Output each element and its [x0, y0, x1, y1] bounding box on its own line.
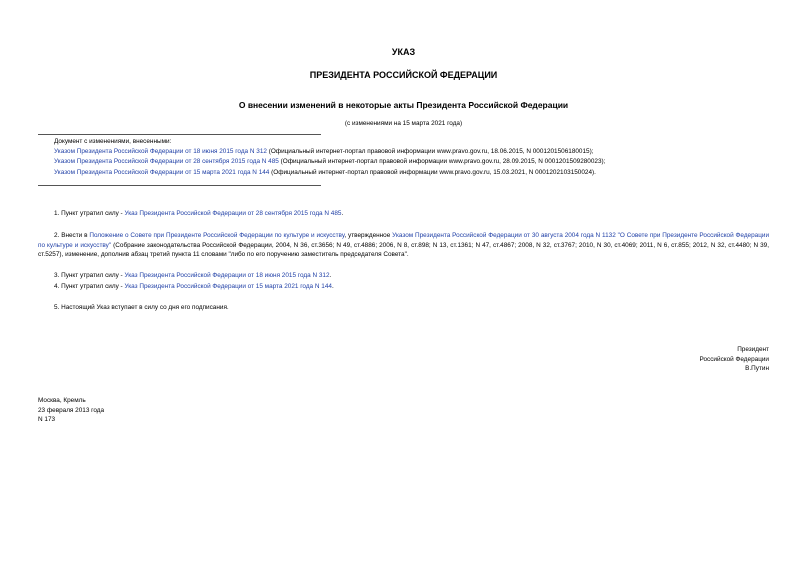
amended-note: (с изменениями на 15 марта 2021 года): [344, 120, 463, 127]
paragraph-1-link[interactable]: Указ Президента Российской Федерации от 28 сентября 2015 года N 485: [124, 210, 342, 217]
paragraph-4-end: .: [331, 283, 334, 290]
paragraph-1-end: .: [341, 210, 344, 217]
change-tail-3: (Официальный интернет-портал правовой информации www.pravo.gov.ru, 15.03.2021, N 0001202103150024).: [269, 169, 596, 176]
change-link-1[interactable]: Указом Президента Российской Федерации от 18 июня 2015 года N 312: [54, 148, 267, 155]
change-link-3[interactable]: Указом Президента Российской Федерации от 15 марта 2021 года N 144: [54, 169, 270, 176]
bottom-divider: [38, 185, 321, 186]
paragraph-2-link-decree[interactable]: Указом Президента Российской Федерации от 30 августа 2004 года N 1132 "О Совете при Президенте Российской Федерации по культуре и искусству": [38, 232, 770, 249]
top-divider: [38, 134, 321, 135]
paragraph-2-text-c: (Собрание законодательства Российской Федерации, 2004, N 36, ст.3656; N 49, ст.4886; 2006, N 8, ст.898; N 13, ст.1361; N 47, ст.4867; 2008, N 32, ст.3767; 2010, N 30, ст.4069; 2011, N 6, ст.855; 2012, N 32, ст.4480; N 39, ст.5257), изменение, дополнив абзац третий пункта 11 словами "либо по его поручению заместитель председателя Совета".: [38, 241, 769, 259]
document-subject: О внесении изменений в некоторые акты Президента Российской Федерации: [238, 100, 569, 110]
paragraph-2-text-b: , утвержденное: [344, 232, 393, 239]
paragraph-2: [38, 231, 769, 260]
paragraph-1-text: 1. Пункт утратил силу -: [54, 210, 125, 217]
document-issuer: ПРЕЗИДЕНТА РОССИЙСКОЙ ФЕДЕРАЦИИ: [309, 70, 498, 80]
change-tail-1: (Официальный интернет-портал правовой информации www.pravo.gov.ru, 18.06.2015, N 0001201506180015);: [266, 148, 594, 155]
footer-number: N 173: [38, 416, 56, 424]
paragraph-3-end: .: [329, 272, 332, 279]
change-link-2[interactable]: Указом Президента Российской Федерации от 28 сентября 2015 года N 485: [54, 158, 279, 165]
paragraph-2-link-regulation[interactable]: Положение о Совете при Президенте Российской Федерации по культуре и искусству: [89, 232, 345, 239]
change-item-1: [54, 147, 594, 157]
paragraph-4-link[interactable]: Указ Президента Российской Федерации от 15 марта 2021 года N 144: [124, 283, 332, 290]
signature-title: Президент: [737, 346, 769, 353]
paragraph-1: [54, 209, 343, 219]
change-tail-2: (Официальный интернет-портал правовой информации www.pravo.gov.ru, 28.09.2015, N 0001201509280023);: [278, 158, 606, 165]
footer-place: Москва, Кремль: [38, 397, 86, 404]
paragraph-3: [54, 271, 331, 281]
paragraph-2-text-a: 2. Внести в: [54, 232, 90, 239]
footer-block: [38, 396, 104, 425]
signature-block: [600, 345, 769, 374]
paragraph-4-text: 4. Пункт утратил силу -: [54, 283, 125, 290]
footer-date: 23 февраля 2013 года: [38, 406, 105, 414]
paragraph-4: [54, 282, 334, 292]
paragraph-5: 5. Настоящий Указ вступает в силу со дня его подписания.: [54, 304, 229, 311]
change-item-2: [54, 157, 605, 167]
paragraph-3-link[interactable]: Указ Президента Российской Федерации от 18 июня 2015 года N 312: [124, 272, 330, 279]
change-item-3: [54, 168, 596, 178]
paragraph-3-text: 3. Пункт утратил силу -: [54, 272, 125, 279]
changes-intro: Документ с изменениями, внесенными:: [54, 138, 172, 145]
signature-country: Российской Федерации: [699, 355, 769, 363]
document-title: УКАЗ: [391, 47, 416, 57]
signature-name: В.Путин: [745, 365, 769, 373]
